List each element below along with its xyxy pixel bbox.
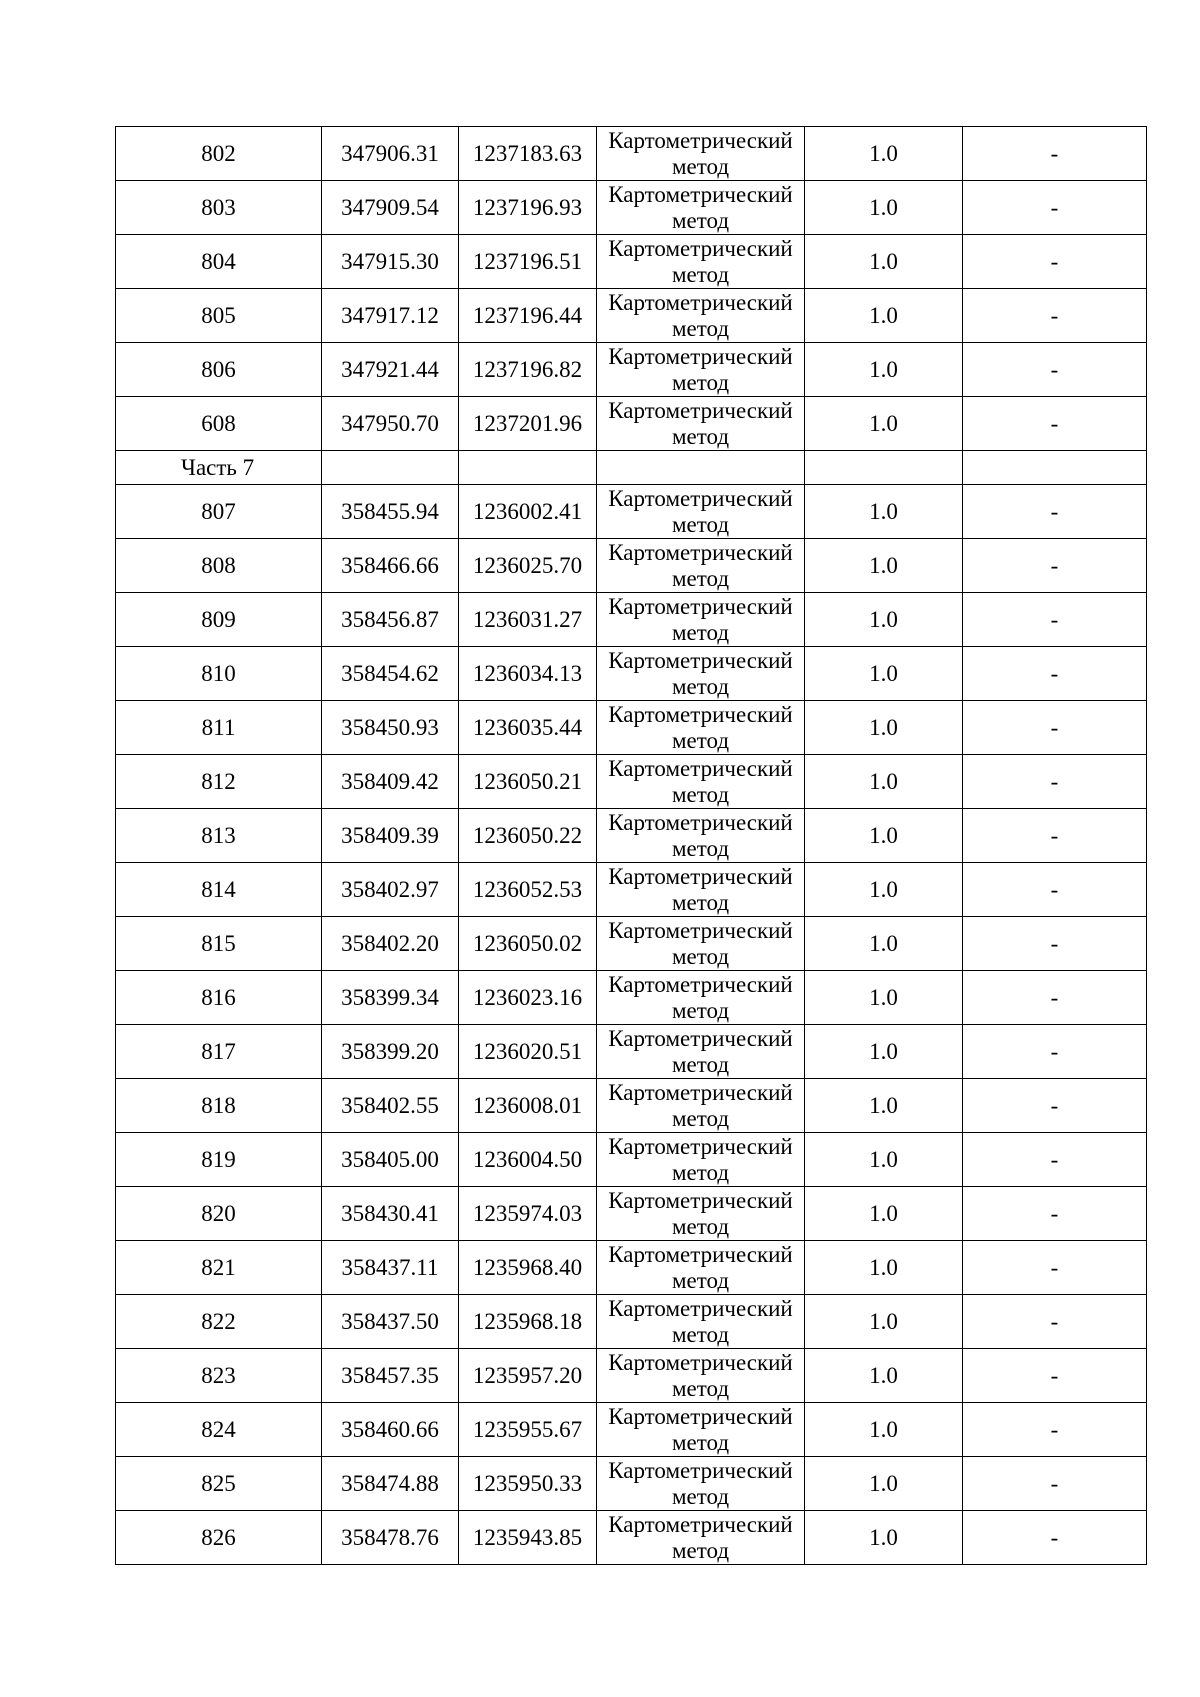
- table-row: [116, 539, 1147, 593]
- method-line-2: метод: [671, 1159, 730, 1185]
- y-coordinate-cell: 1237183.63: [459, 127, 597, 181]
- note-cell: -: [963, 1511, 1147, 1565]
- point-number-cell: 803: [116, 181, 322, 235]
- method-line-1: Картометрический: [608, 127, 793, 153]
- x-coordinate-cell: 358450.93: [322, 701, 459, 755]
- table-body-after: [116, 485, 1147, 1565]
- method-line-2: метод: [671, 1267, 730, 1293]
- accuracy-cell: 1.0: [805, 863, 963, 917]
- x-coordinate-cell: 358402.97: [322, 863, 459, 917]
- table-row: [116, 1241, 1147, 1295]
- x-coordinate-cell: 347921.44: [322, 343, 459, 397]
- table-row: [116, 647, 1147, 701]
- point-number-cell: 826: [116, 1511, 322, 1565]
- method-cell: [597, 971, 805, 1025]
- method-line-2: метод: [671, 565, 730, 591]
- accuracy-cell: 1.0: [805, 1349, 963, 1403]
- method-cell: [597, 701, 805, 755]
- point-number-cell: 812: [116, 755, 322, 809]
- note-cell: -: [963, 1025, 1147, 1079]
- y-coordinate-cell: 1237196.82: [459, 343, 597, 397]
- point-number-cell: 804: [116, 235, 322, 289]
- accuracy-cell: 1.0: [805, 1079, 963, 1133]
- method-line-2: метод: [671, 889, 730, 915]
- method-line-2: метод: [671, 1051, 730, 1077]
- note-cell: -: [963, 1187, 1147, 1241]
- method-line-2: метод: [671, 207, 730, 233]
- y-coordinate-cell: 1235957.20: [459, 1349, 597, 1403]
- method-cell: [597, 1511, 805, 1565]
- method-cell: [597, 809, 805, 863]
- y-coordinate-cell: 1235955.67: [459, 1403, 597, 1457]
- point-number-cell: 821: [116, 1241, 322, 1295]
- y-coordinate-cell: 1236004.50: [459, 1133, 597, 1187]
- table-row: [116, 593, 1147, 647]
- note-cell: -: [963, 485, 1147, 539]
- y-coordinate-cell: 1236050.02: [459, 917, 597, 971]
- accuracy-cell: 1.0: [805, 1457, 963, 1511]
- accuracy-cell: 1.0: [805, 917, 963, 971]
- point-number-cell: 809: [116, 593, 322, 647]
- x-coordinate-cell: 358399.20: [322, 1025, 459, 1079]
- point-number-cell: 824: [116, 1403, 322, 1457]
- method-line-2: метод: [671, 727, 730, 753]
- x-coordinate-cell: 358474.88: [322, 1457, 459, 1511]
- note-cell: -: [963, 289, 1147, 343]
- note-cell: -: [963, 1133, 1147, 1187]
- coordinates-table: [115, 126, 1147, 1565]
- y-coordinate-cell: 1236052.53: [459, 863, 597, 917]
- y-coordinate-cell: 1236020.51: [459, 1025, 597, 1079]
- method-cell: [597, 1079, 805, 1133]
- method-line-1: Картометрический: [608, 917, 793, 943]
- method-cell: [597, 917, 805, 971]
- table-row: [116, 971, 1147, 1025]
- method-line-1: Картометрический: [608, 701, 793, 727]
- note-cell: -: [963, 809, 1147, 863]
- x-coordinate-cell: 358409.42: [322, 755, 459, 809]
- point-number-cell: 805: [116, 289, 322, 343]
- method-cell: [597, 1403, 805, 1457]
- method-cell: [597, 863, 805, 917]
- table-row: [116, 235, 1147, 289]
- table-row: [116, 1133, 1147, 1187]
- accuracy-cell: 1.0: [805, 1511, 963, 1565]
- note-cell: -: [963, 1403, 1147, 1457]
- point-number-cell: 808: [116, 539, 322, 593]
- point-number-cell: 823: [116, 1349, 322, 1403]
- point-number-cell: 811: [116, 701, 322, 755]
- accuracy-cell: 1.0: [805, 1025, 963, 1079]
- method-line-1: Картометрический: [608, 235, 793, 261]
- table-row: [116, 397, 1147, 451]
- table-row: [116, 863, 1147, 917]
- empty-cell: [597, 451, 805, 485]
- method-cell: [597, 593, 805, 647]
- section-label: Часть 7: [116, 451, 322, 485]
- accuracy-cell: 1.0: [805, 1133, 963, 1187]
- accuracy-cell: 1.0: [805, 1403, 963, 1457]
- x-coordinate-cell: 358409.39: [322, 809, 459, 863]
- note-cell: -: [963, 755, 1147, 809]
- y-coordinate-cell: 1235943.85: [459, 1511, 597, 1565]
- method-line-1: Картометрический: [608, 1241, 793, 1267]
- method-line-1: Картометрический: [608, 181, 793, 207]
- note-cell: -: [963, 235, 1147, 289]
- method-line-2: метод: [671, 997, 730, 1023]
- note-cell: -: [963, 1079, 1147, 1133]
- accuracy-cell: 1.0: [805, 343, 963, 397]
- accuracy-cell: 1.0: [805, 235, 963, 289]
- method-line-2: метод: [671, 1483, 730, 1509]
- point-number-cell: 814: [116, 863, 322, 917]
- method-line-1: Картометрический: [608, 1079, 793, 1105]
- method-cell: [597, 127, 805, 181]
- y-coordinate-cell: 1236002.41: [459, 485, 597, 539]
- note-cell: -: [963, 539, 1147, 593]
- accuracy-cell: 1.0: [805, 593, 963, 647]
- y-coordinate-cell: 1236035.44: [459, 701, 597, 755]
- x-coordinate-cell: 358460.66: [322, 1403, 459, 1457]
- x-coordinate-cell: 347909.54: [322, 181, 459, 235]
- accuracy-cell: 1.0: [805, 181, 963, 235]
- method-line-2: метод: [671, 943, 730, 969]
- method-line-2: метод: [671, 1537, 730, 1563]
- point-number-cell: 822: [116, 1295, 322, 1349]
- x-coordinate-cell: 347917.12: [322, 289, 459, 343]
- note-cell: -: [963, 701, 1147, 755]
- method-line-2: метод: [671, 423, 730, 449]
- accuracy-cell: 1.0: [805, 1241, 963, 1295]
- accuracy-cell: 1.0: [805, 809, 963, 863]
- x-coordinate-cell: 358402.20: [322, 917, 459, 971]
- x-coordinate-cell: 358399.34: [322, 971, 459, 1025]
- method-cell: [597, 1295, 805, 1349]
- table-body-before: [116, 127, 1147, 451]
- method-line-2: метод: [671, 1429, 730, 1455]
- table-row: [116, 1403, 1147, 1457]
- method-line-1: Картометрический: [608, 1295, 793, 1321]
- method-line-1: Картометрический: [608, 343, 793, 369]
- point-number-cell: 818: [116, 1079, 322, 1133]
- table-row: [116, 917, 1147, 971]
- note-cell: -: [963, 1457, 1147, 1511]
- accuracy-cell: 1.0: [805, 971, 963, 1025]
- table-row: [116, 343, 1147, 397]
- y-coordinate-cell: 1236034.13: [459, 647, 597, 701]
- method-line-1: Картометрический: [608, 1133, 793, 1159]
- point-number-cell: 608: [116, 397, 322, 451]
- y-coordinate-cell: 1236050.22: [459, 809, 597, 863]
- method-cell: [597, 1349, 805, 1403]
- method-line-1: Картометрический: [608, 1349, 793, 1375]
- x-coordinate-cell: 358405.00: [322, 1133, 459, 1187]
- note-cell: -: [963, 593, 1147, 647]
- method-line-1: Картометрический: [608, 593, 793, 619]
- table-row: [116, 1349, 1147, 1403]
- note-cell: -: [963, 1241, 1147, 1295]
- note-cell: -: [963, 127, 1147, 181]
- y-coordinate-cell: 1235950.33: [459, 1457, 597, 1511]
- accuracy-cell: 1.0: [805, 127, 963, 181]
- method-cell: [597, 397, 805, 451]
- method-cell: [597, 343, 805, 397]
- method-cell: [597, 181, 805, 235]
- method-line-1: Картометрический: [608, 971, 793, 997]
- y-coordinate-cell: 1235968.40: [459, 1241, 597, 1295]
- method-line-2: метод: [671, 1213, 730, 1239]
- point-number-cell: 810: [116, 647, 322, 701]
- point-number-cell: 815: [116, 917, 322, 971]
- method-line-1: Картометрический: [608, 647, 793, 673]
- accuracy-cell: 1.0: [805, 539, 963, 593]
- method-line-2: метод: [671, 835, 730, 861]
- point-number-cell: 806: [116, 343, 322, 397]
- x-coordinate-cell: 358466.66: [322, 539, 459, 593]
- method-line-2: метод: [671, 619, 730, 645]
- empty-cell: [963, 451, 1147, 485]
- method-line-2: метод: [671, 673, 730, 699]
- x-coordinate-cell: 347915.30: [322, 235, 459, 289]
- method-cell: [597, 1133, 805, 1187]
- note-cell: -: [963, 863, 1147, 917]
- table-row: [116, 701, 1147, 755]
- accuracy-cell: 1.0: [805, 485, 963, 539]
- y-coordinate-cell: 1237196.44: [459, 289, 597, 343]
- section-body: [116, 451, 1147, 485]
- method-cell: [597, 1241, 805, 1295]
- accuracy-cell: 1.0: [805, 701, 963, 755]
- table-row: [116, 1511, 1147, 1565]
- x-coordinate-cell: 358437.50: [322, 1295, 459, 1349]
- method-cell: [597, 1457, 805, 1511]
- table-row: [116, 1025, 1147, 1079]
- note-cell: -: [963, 971, 1147, 1025]
- point-number-cell: 802: [116, 127, 322, 181]
- method-line-1: Картометрический: [608, 1187, 793, 1213]
- method-line-1: Картометрический: [608, 1403, 793, 1429]
- method-line-2: метод: [671, 781, 730, 807]
- method-line-2: метод: [671, 1375, 730, 1401]
- y-coordinate-cell: 1235974.03: [459, 1187, 597, 1241]
- x-coordinate-cell: 347950.70: [322, 397, 459, 451]
- y-coordinate-cell: 1237196.51: [459, 235, 597, 289]
- note-cell: -: [963, 1295, 1147, 1349]
- accuracy-cell: 1.0: [805, 1295, 963, 1349]
- table-row: [116, 1457, 1147, 1511]
- x-coordinate-cell: 358478.76: [322, 1511, 459, 1565]
- point-number-cell: 817: [116, 1025, 322, 1079]
- point-number-cell: 807: [116, 485, 322, 539]
- y-coordinate-cell: 1236023.16: [459, 971, 597, 1025]
- table-row: [116, 1187, 1147, 1241]
- method-line-2: метод: [671, 261, 730, 287]
- accuracy-cell: 1.0: [805, 647, 963, 701]
- method-line-2: метод: [671, 153, 730, 179]
- method-line-1: Картометрический: [608, 1511, 793, 1537]
- x-coordinate-cell: 358402.55: [322, 1079, 459, 1133]
- table-row: [116, 809, 1147, 863]
- note-cell: -: [963, 397, 1147, 451]
- table-row: [116, 485, 1147, 539]
- empty-cell: [805, 451, 963, 485]
- table-row: [116, 1295, 1147, 1349]
- method-line-2: метод: [671, 315, 730, 341]
- y-coordinate-cell: 1236025.70: [459, 539, 597, 593]
- method-line-1: Картометрический: [608, 289, 793, 315]
- note-cell: -: [963, 181, 1147, 235]
- x-coordinate-cell: 358456.87: [322, 593, 459, 647]
- method-line-1: Картометрический: [608, 755, 793, 781]
- note-cell: -: [963, 343, 1147, 397]
- method-line-2: метод: [671, 1321, 730, 1347]
- y-coordinate-cell: 1236050.21: [459, 755, 597, 809]
- table-row: [116, 181, 1147, 235]
- x-coordinate-cell: 358437.11: [322, 1241, 459, 1295]
- note-cell: -: [963, 647, 1147, 701]
- method-line-1: Картометрический: [608, 1025, 793, 1051]
- table-row: [116, 1079, 1147, 1133]
- point-number-cell: 820: [116, 1187, 322, 1241]
- point-number-cell: 825: [116, 1457, 322, 1511]
- accuracy-cell: 1.0: [805, 755, 963, 809]
- y-coordinate-cell: 1235968.18: [459, 1295, 597, 1349]
- method-cell: [597, 1025, 805, 1079]
- y-coordinate-cell: 1236008.01: [459, 1079, 597, 1133]
- method-cell: [597, 755, 805, 809]
- y-coordinate-cell: 1237201.96: [459, 397, 597, 451]
- method-line-1: Картометрический: [608, 863, 793, 889]
- method-cell: [597, 647, 805, 701]
- note-cell: -: [963, 1349, 1147, 1403]
- method-cell: [597, 235, 805, 289]
- method-line-1: Картометрический: [608, 809, 793, 835]
- x-coordinate-cell: 347906.31: [322, 127, 459, 181]
- y-coordinate-cell: 1237196.93: [459, 181, 597, 235]
- x-coordinate-cell: 358454.62: [322, 647, 459, 701]
- method-cell: [597, 1187, 805, 1241]
- point-number-cell: 819: [116, 1133, 322, 1187]
- table-row: [116, 289, 1147, 343]
- x-coordinate-cell: 358430.41: [322, 1187, 459, 1241]
- method-line-1: Картометрический: [608, 397, 793, 423]
- accuracy-cell: 1.0: [805, 1187, 963, 1241]
- x-coordinate-cell: 358457.35: [322, 1349, 459, 1403]
- empty-cell: [322, 451, 459, 485]
- method-line-1: Картометрический: [608, 1457, 793, 1483]
- method-cell: [597, 289, 805, 343]
- point-number-cell: 813: [116, 809, 322, 863]
- method-line-2: метод: [671, 1105, 730, 1131]
- method-line-1: Картометрический: [608, 485, 793, 511]
- note-cell: -: [963, 917, 1147, 971]
- method-cell: [597, 485, 805, 539]
- point-number-cell: 816: [116, 971, 322, 1025]
- method-line-2: метод: [671, 511, 730, 537]
- section-row: [116, 451, 1147, 485]
- table-row: [116, 127, 1147, 181]
- x-coordinate-cell: 358455.94: [322, 485, 459, 539]
- y-coordinate-cell: 1236031.27: [459, 593, 597, 647]
- method-line-2: метод: [671, 369, 730, 395]
- empty-cell: [459, 451, 597, 485]
- method-cell: [597, 539, 805, 593]
- accuracy-cell: 1.0: [805, 289, 963, 343]
- accuracy-cell: 1.0: [805, 397, 963, 451]
- method-line-1: Картометрический: [608, 539, 793, 565]
- table-row: [116, 755, 1147, 809]
